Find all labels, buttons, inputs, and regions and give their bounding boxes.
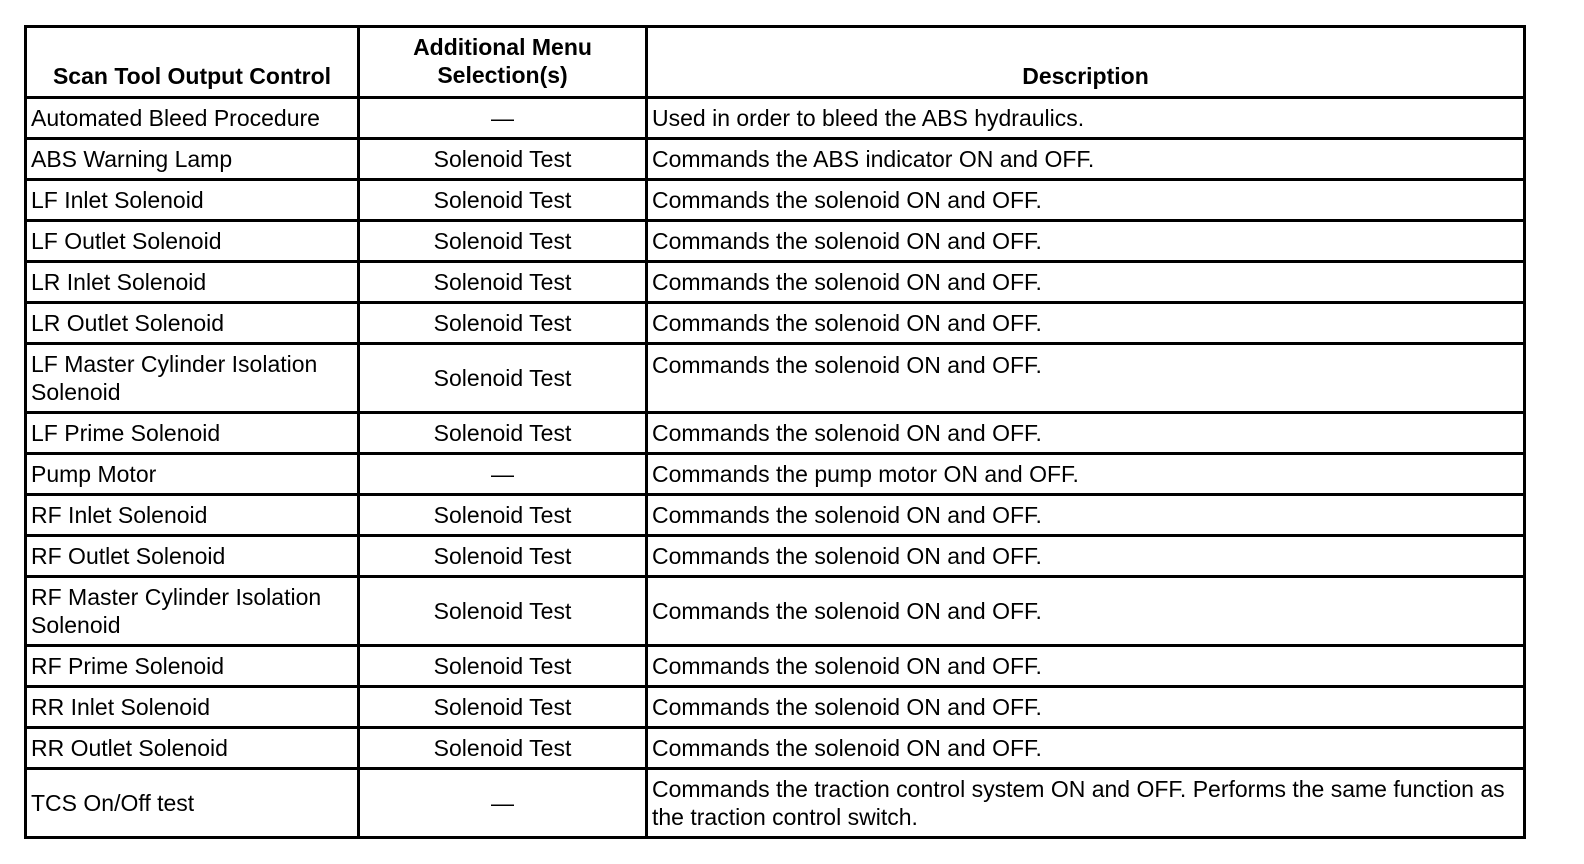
- description-cell: Commands the solenoid ON and OFF.: [647, 180, 1525, 221]
- table-row: [26, 262, 1525, 303]
- output-control-cell: LF Inlet Solenoid: [26, 180, 359, 221]
- description-cell: Commands the solenoid ON and OFF.: [647, 262, 1525, 303]
- description-cell: Commands the pump motor ON and OFF.: [647, 454, 1525, 495]
- table-row: [26, 536, 1525, 577]
- output-control-cell: TCS On/Off test: [26, 769, 359, 838]
- header-row: [26, 27, 1525, 98]
- menu-selection-cell: Solenoid Test: [359, 262, 647, 303]
- table-row: [26, 769, 1525, 838]
- table-row: [26, 413, 1525, 454]
- menu-selection-cell: Solenoid Test: [359, 577, 647, 646]
- output-control-cell: ABS Warning Lamp: [26, 139, 359, 180]
- output-control-cell: RF Inlet Solenoid: [26, 495, 359, 536]
- menu-selection-cell: Solenoid Test: [359, 344, 647, 413]
- description-cell: Commands the solenoid ON and OFF.: [647, 577, 1525, 646]
- output-control-cell: Pump Motor: [26, 454, 359, 495]
- description-cell: Commands the solenoid ON and OFF.: [647, 303, 1525, 344]
- output-control-cell: Automated Bleed Procedure: [26, 98, 359, 139]
- output-control-cell: RF Master Cylinder Isolation Solenoid: [26, 577, 359, 646]
- description-cell: Used in order to bleed the ABS hydraulics.: [647, 98, 1525, 139]
- menu-selection-cell: Solenoid Test: [359, 139, 647, 180]
- table-row: [26, 454, 1525, 495]
- table-row: [26, 646, 1525, 687]
- description-cell: Commands the solenoid ON and OFF.: [647, 728, 1525, 769]
- output-control-cell: LF Prime Solenoid: [26, 413, 359, 454]
- scan-tool-output-control-table: [24, 25, 1526, 839]
- menu-selection-cell: —: [359, 98, 647, 139]
- description-cell: Commands the ABS indicator ON and OFF.: [647, 139, 1525, 180]
- output-control-cell: LR Outlet Solenoid: [26, 303, 359, 344]
- table-row: [26, 98, 1525, 139]
- menu-selection-cell: Solenoid Test: [359, 303, 647, 344]
- table-row: [26, 221, 1525, 262]
- description-cell: Commands the solenoid ON and OFF.: [647, 536, 1525, 577]
- output-control-cell: RR Inlet Solenoid: [26, 687, 359, 728]
- menu-selection-cell: Solenoid Test: [359, 180, 647, 221]
- output-control-cell: LF Outlet Solenoid: [26, 221, 359, 262]
- table-row: [26, 687, 1525, 728]
- table-row: [26, 728, 1525, 769]
- menu-selection-cell: —: [359, 454, 647, 495]
- menu-selection-cell: —: [359, 769, 647, 838]
- menu-selection-cell: Solenoid Test: [359, 413, 647, 454]
- description-cell: Commands the traction control system ON and OFF. Performs the same function as the traction control switch.: [647, 769, 1525, 838]
- output-control-cell: RR Outlet Solenoid: [26, 728, 359, 769]
- menu-selection-cell: Solenoid Test: [359, 221, 647, 262]
- description-cell: Commands the solenoid ON and OFF.: [647, 221, 1525, 262]
- table-row: [26, 577, 1525, 646]
- menu-selection-cell: Solenoid Test: [359, 536, 647, 577]
- table-row: [26, 180, 1525, 221]
- description-cell: Commands the solenoid ON and OFF.: [647, 344, 1525, 413]
- description-cell: Commands the solenoid ON and OFF.: [647, 687, 1525, 728]
- menu-selection-cell: Solenoid Test: [359, 646, 647, 687]
- output-control-cell: RF Outlet Solenoid: [26, 536, 359, 577]
- table-row: [26, 139, 1525, 180]
- menu-selection-cell: Solenoid Test: [359, 728, 647, 769]
- output-control-cell: RF Prime Solenoid: [26, 646, 359, 687]
- header-scan-tool-output-control: Scan Tool Output Control: [26, 27, 359, 98]
- output-control-cell: LR Inlet Solenoid: [26, 262, 359, 303]
- description-cell: Commands the solenoid ON and OFF.: [647, 495, 1525, 536]
- output-control-cell: LF Master Cylinder Isolation Solenoid: [26, 344, 359, 413]
- table-row: [26, 344, 1525, 413]
- table-row: [26, 495, 1525, 536]
- menu-selection-cell: Solenoid Test: [359, 495, 647, 536]
- description-cell: Commands the solenoid ON and OFF.: [647, 646, 1525, 687]
- table-row: [26, 303, 1525, 344]
- header-additional-menu-selections: Additional Menu Selection(s): [359, 27, 647, 98]
- menu-selection-cell: Solenoid Test: [359, 687, 647, 728]
- description-cell: Commands the solenoid ON and OFF.: [647, 413, 1525, 454]
- header-description: Description: [647, 27, 1525, 98]
